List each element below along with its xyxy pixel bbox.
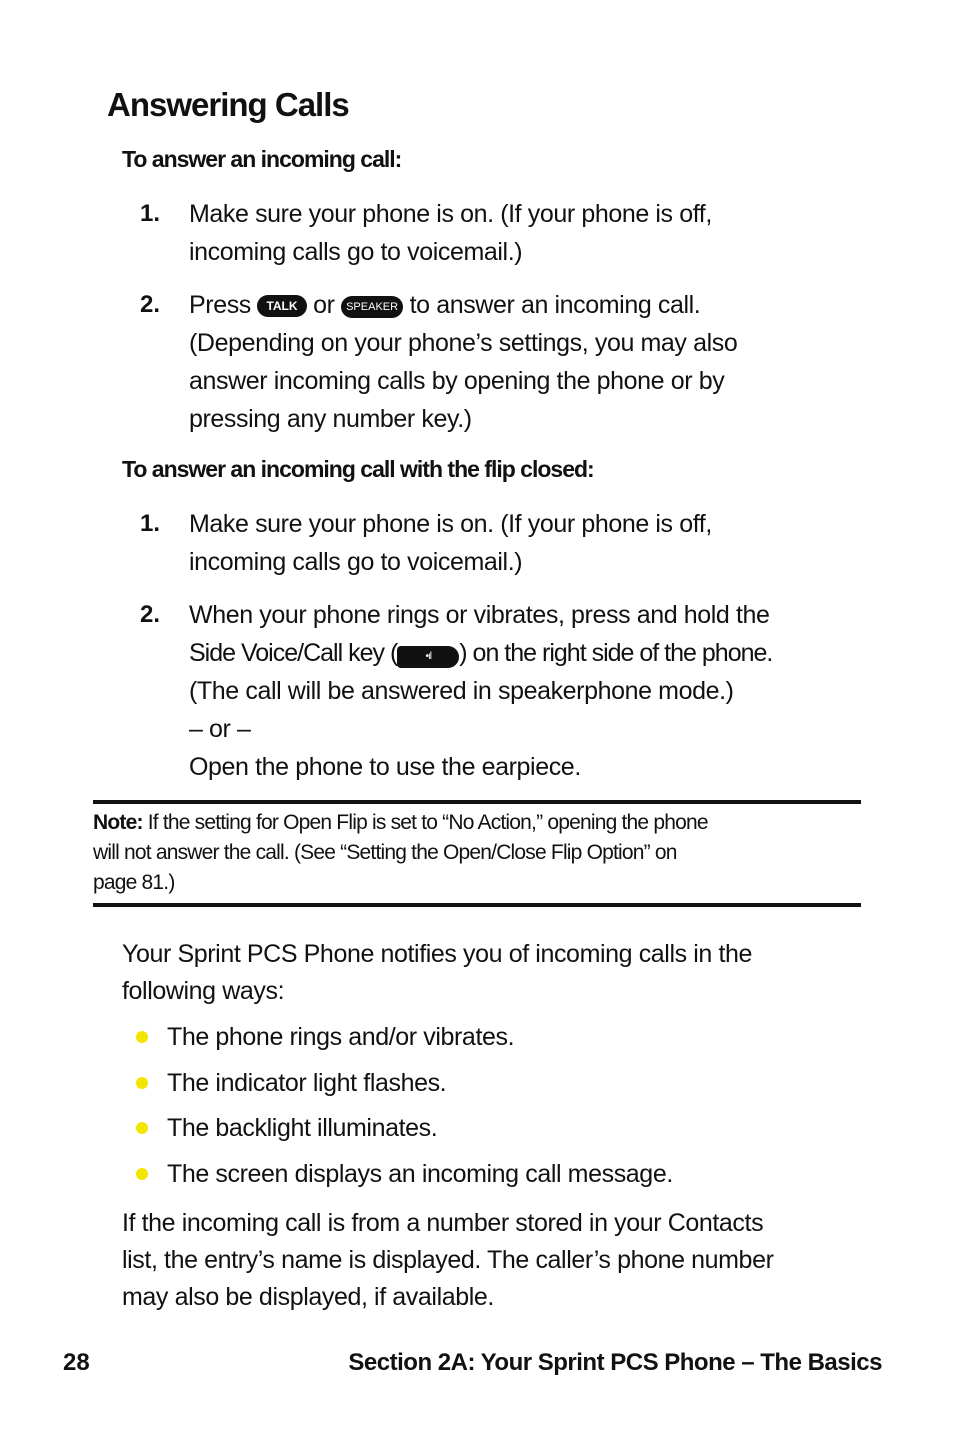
step-number: 1.: [140, 200, 161, 227]
right-side-text: ) on the right side of the phone.: [459, 639, 773, 667]
step-line: incoming calls go to voicemail.): [189, 548, 523, 576]
note-label: Note:: [93, 811, 143, 834]
section-heading-flip-closed: To answer an incoming call with the flip closed:: [122, 456, 594, 482]
step-line: pressing any number key.): [189, 405, 472, 433]
list-item: [122, 1154, 862, 1200]
note-line: [93, 808, 861, 838]
note-line-1: If the setting for Open Flip is set to “No Action,” opening the phone: [147, 811, 708, 834]
step-text: [189, 505, 849, 581]
note-text: [93, 808, 861, 898]
paragraph-line: If the incoming call is from a number stored in your Contacts: [122, 1209, 764, 1237]
list-item-text: The screen displays an incoming call message.: [167, 1159, 673, 1188]
step-line: [189, 286, 849, 324]
step-line: [189, 634, 849, 672]
page-number: 28: [63, 1349, 90, 1376]
step-text: [189, 596, 849, 786]
paragraph-line: may also be displayed, if available.: [122, 1283, 494, 1311]
bullet-icon: [136, 1077, 148, 1089]
paragraph-line: list, the entry’s name is displayed. The caller’s phone number: [122, 1246, 774, 1274]
section-heading-incoming-call: To answer an incoming call:: [122, 146, 402, 172]
or-text: or: [313, 291, 335, 319]
step-line: Make sure your phone is on. (If your phone is off,: [189, 510, 712, 538]
list-item: [122, 1108, 862, 1154]
paragraph-line: Your Sprint PCS Phone notifies you of incoming calls in the: [122, 940, 753, 968]
note-line-2: will not answer the call. (See “Setting the Open/Close Flip Option” on: [93, 841, 677, 864]
intro-paragraph: [122, 936, 862, 1010]
step-line: (The call will be answered in speakerphone mode.): [189, 677, 734, 705]
bullet-icon: [136, 1168, 148, 1180]
step-text: [189, 195, 849, 271]
step-number: 2.: [140, 601, 161, 628]
list-item: [122, 1063, 862, 1109]
closing-paragraph: [122, 1205, 862, 1316]
list-item-text: The phone rings and/or vibrates.: [167, 1023, 515, 1051]
side-key-text: Side Voice/Call key (: [189, 639, 398, 667]
notification-list: [122, 1017, 862, 1199]
bullet-icon: [136, 1122, 148, 1134]
speaker-key-icon: SPEAKER: [341, 296, 403, 318]
step-line: Open the phone to use the earpiece.: [189, 753, 581, 781]
list-item-text: The indicator light flashes.: [167, 1068, 447, 1097]
press-text: Press: [189, 291, 251, 319]
step-line: answer incoming calls by opening the phone or by: [189, 367, 725, 395]
section-footer: Section 2A: Your Sprint PCS Phone – The Basics: [348, 1349, 882, 1376]
side-voice-call-key-icon: •ıl: [397, 646, 459, 668]
page-title: Answering Calls: [107, 86, 349, 123]
step-number: 1.: [140, 510, 161, 537]
step-line: incoming calls go to voicemail.): [189, 238, 523, 266]
list-item-text: The backlight illuminates.: [167, 1114, 438, 1142]
step-line: When your phone rings or vibrates, press and hold the: [189, 601, 770, 629]
bullet-icon: [136, 1031, 148, 1043]
note-line-3: page 81.): [93, 871, 175, 894]
note-box: [93, 800, 861, 907]
step-text: [189, 286, 849, 438]
step-number: 2.: [140, 291, 161, 318]
paragraph-line: following ways:: [122, 977, 285, 1005]
list-item: [122, 1017, 862, 1063]
answer-text: to answer an incoming call.: [409, 291, 701, 319]
step-line: Make sure your phone is on. (If your phone is off,: [189, 200, 712, 228]
talk-key-icon: TALK: [257, 295, 306, 317]
step-line: – or –: [189, 715, 251, 743]
step-line: (Depending on your phone’s settings, you may also: [189, 329, 738, 357]
